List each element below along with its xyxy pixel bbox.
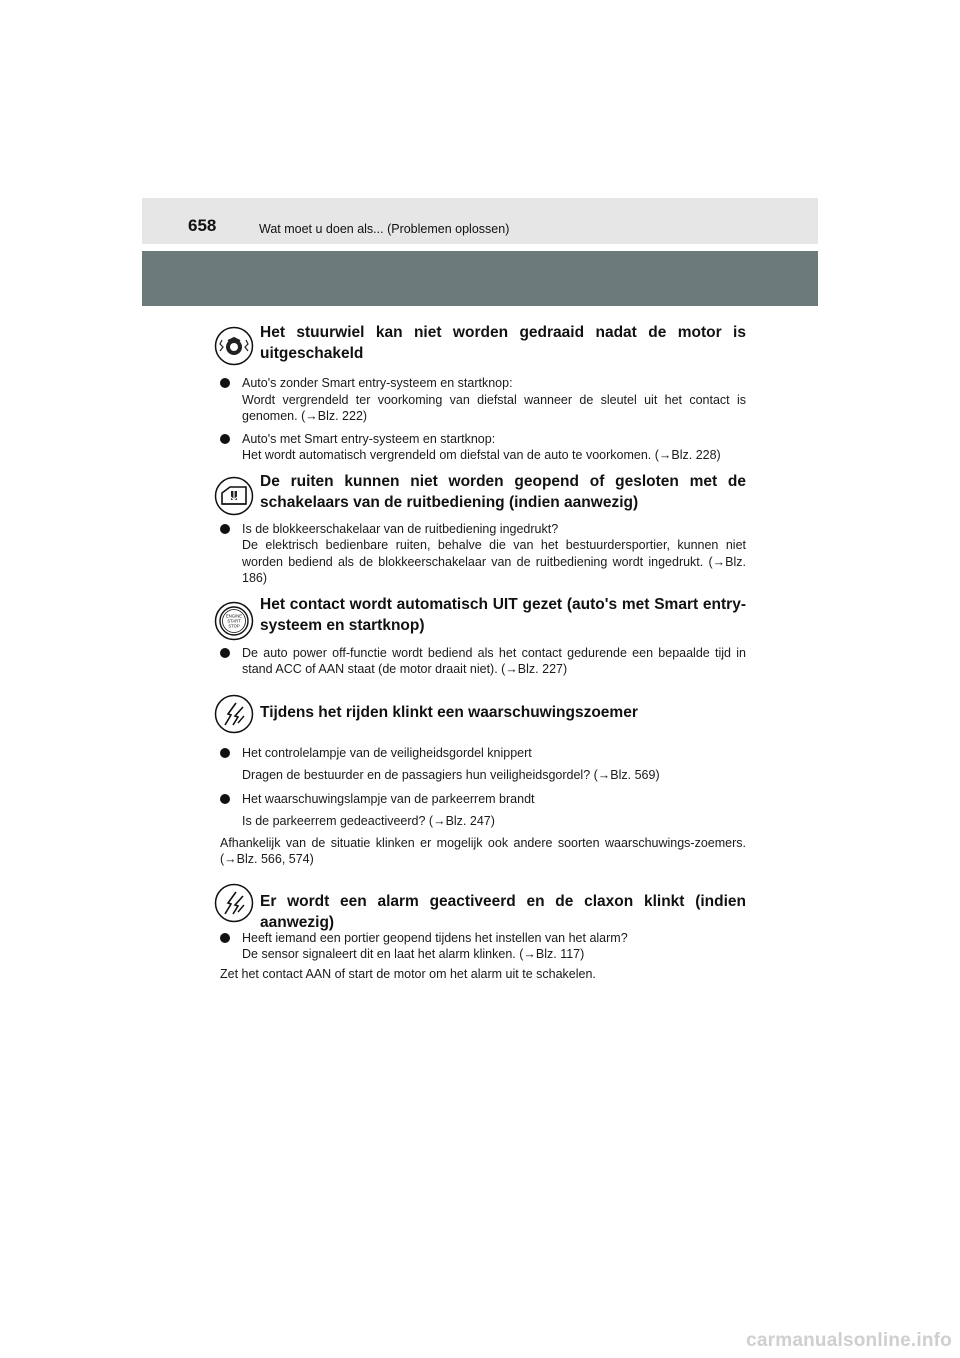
steering-lock-icon bbox=[214, 326, 254, 366]
buzzer-sound-icon bbox=[214, 694, 254, 734]
window-switch-icon bbox=[214, 476, 254, 516]
bullet-body: Het wordt automatisch vergrendeld om diefstal van de auto te voorkomen. (→Blz. 228) bbox=[242, 448, 721, 462]
bullet-dot bbox=[220, 748, 230, 758]
bullet-lead: Auto's met Smart entry-systeem en startknop: bbox=[242, 431, 496, 446]
bullet-lead: Auto's zonder Smart entry-systeem en startknop: bbox=[242, 376, 513, 390]
section-auto-power-off bbox=[214, 594, 746, 640]
section-note: Afhankelijk van de situatie klinken er mogelijk ook andere soorten waarschuwings-zoemers. (→Blz. 566, 574) bbox=[220, 835, 746, 866]
bullet-body: De elektrisch bedienbare ruiten, behalve die van het bestuurdersportier, kunnen niet worden bediend als de blokkeerschakelaar van de ruitbediening wordt ingedrukt. (→Blz. 186) bbox=[242, 538, 746, 585]
icon-text-engine: ENGINE bbox=[225, 613, 243, 618]
section-steering-lock bbox=[214, 318, 746, 368]
bullet-dot bbox=[220, 794, 230, 804]
list-item bbox=[220, 521, 746, 587]
list-item bbox=[220, 742, 746, 786]
alarm-sound-icon bbox=[214, 883, 254, 923]
section-heading: Er wordt een alarm geactiveerd en de claxon klinkt (indien aanwezig) bbox=[260, 892, 746, 931]
list-item bbox=[220, 930, 746, 963]
bullet-body: Dragen de bestuurder en de passagiers hun veiligheidsgordel? (→Blz. 569) bbox=[242, 767, 660, 782]
section-buzzer bbox=[214, 692, 746, 738]
header-bar bbox=[142, 198, 818, 244]
bullet-lead: Het waarschuwingslampje van de parkeerrem brandt bbox=[242, 791, 535, 806]
page-number: 658 bbox=[188, 216, 217, 235]
bullet-lead: Is de blokkeerschakelaar van de ruitbediening ingedrukt? bbox=[242, 521, 559, 536]
section-heading: De ruiten kunnen niet worden geopend of gesloten met de schakelaars van de ruitbediening (indien aanwezig) bbox=[260, 472, 746, 511]
bullet-dot bbox=[220, 434, 230, 444]
bullet-dot bbox=[220, 648, 230, 658]
section-note: Zet het contact AAN of start de motor om het alarm uit te schakelen. bbox=[220, 966, 596, 981]
bullet-body: Is de parkeerrem gedeactiveerd? (→Blz. 247) bbox=[242, 813, 495, 828]
chapter-title: Wat moet u doen als... (Problemen oplossen) bbox=[259, 222, 510, 236]
bullet-dot bbox=[220, 378, 230, 388]
bullet-dot bbox=[220, 933, 230, 943]
section-alarm bbox=[214, 880, 746, 931]
bullet-body: Wordt vergrendeld ter voorkoming van diefstal wanneer de sleutel uit het contact is genomen. (→Blz. 222) bbox=[242, 392, 746, 423]
bullet-lead: Heeft iemand een portier geopend tijdens het instellen van het alarm? bbox=[242, 930, 628, 945]
section-heading: Het contact wordt automatisch UIT gezet (auto's met Smart entry-systeem en startknop) bbox=[260, 595, 746, 634]
section-heading: Het stuurwiel kan niet worden gedraaid nadat de motor is uitgeschakeld bbox=[260, 324, 746, 362]
section-window bbox=[214, 471, 746, 515]
list-item bbox=[220, 431, 746, 464]
watermark: carmanualsonline.info bbox=[746, 1330, 952, 1351]
list-item bbox=[220, 375, 746, 425]
list-item bbox=[220, 788, 746, 832]
page-content bbox=[214, 318, 746, 982]
bullet-body: De sensor signaleert dit en laat het alarm klinken. (→Blz. 117) bbox=[242, 947, 585, 961]
bullet-dot bbox=[220, 524, 230, 534]
section-heading: Tijdens het rijden klinkt een waarschuwingszoemer bbox=[260, 703, 638, 721]
icon-text-stop: STOP bbox=[228, 623, 240, 628]
bullet-lead: Het controlelampje van de veiligheidsgordel knippert bbox=[242, 745, 532, 760]
title-band bbox=[142, 251, 818, 306]
engine-start-stop-button-icon bbox=[214, 601, 254, 641]
list-item bbox=[220, 645, 746, 678]
bullet-body: De auto power off-functie wordt bediend als het contact gedurende een bepaalde tijd in stand ACC of AAN staat (de motor draait niet). (→Blz. 227) bbox=[242, 645, 746, 676]
icon-text-start: START bbox=[227, 618, 241, 623]
